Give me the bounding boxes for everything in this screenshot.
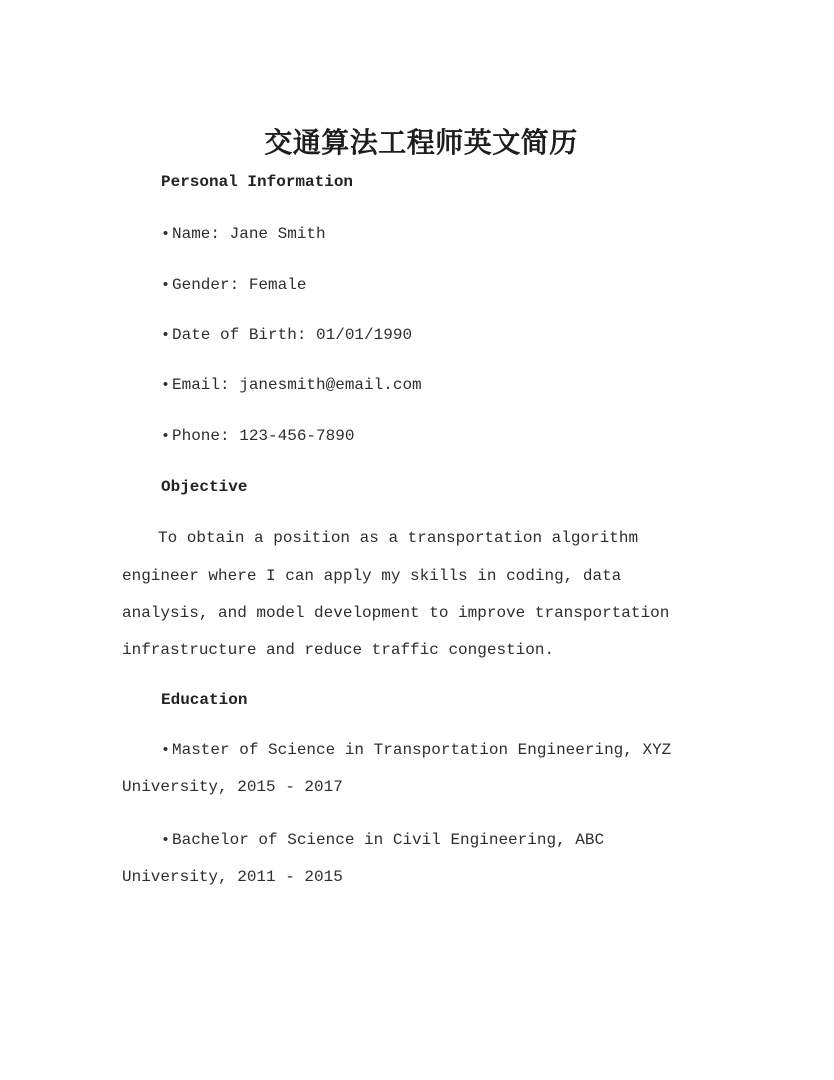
list-item-education-bachelor	[161, 831, 738, 850]
section-heading-objective: Objective	[161, 478, 248, 496]
list-item-text: Phone: 123-456-7890	[172, 427, 355, 445]
objective-paragraph-line: engineer where I can apply my skills in coding, data	[122, 567, 622, 585]
list-item-education-master	[161, 741, 738, 760]
list-item-text: Bachelor of Science in Civil Engineering, ABC	[172, 831, 605, 849]
list-item-education-bachelor-continuation: University, 2011 - 2015	[122, 868, 343, 886]
list-item-education-master-continuation: University, 2015 - 2017	[122, 778, 343, 796]
list-item-gender	[161, 276, 738, 295]
bullet-marker: •	[161, 428, 171, 445]
list-item-phone	[161, 427, 738, 446]
list-item-text: Gender: Female	[172, 276, 307, 294]
section-heading-personal-information: Personal Information	[161, 173, 354, 191]
bullet-marker: •	[161, 327, 171, 344]
list-item-text: Email: janesmith@email.com	[172, 376, 422, 394]
bullet-marker: •	[161, 277, 171, 294]
bullet-marker: •	[161, 832, 171, 849]
list-item-text: Name: Jane Smith	[172, 225, 326, 243]
objective-paragraph-line: infrastructure and reduce traffic congestion.	[122, 641, 555, 659]
list-item-text: Master of Science in Transportation Engineering, XYZ	[172, 741, 672, 759]
list-item-name	[161, 225, 738, 244]
list-item-date-of-birth	[161, 326, 738, 345]
document-title: 交通算法工程师英文简历	[264, 130, 578, 161]
objective-paragraph-line: To obtain a position as a transportation algorithm	[158, 529, 639, 547]
bullet-marker: •	[161, 226, 171, 243]
list-item-email	[161, 376, 738, 395]
list-item-text: Date of Birth: 01/01/1990	[172, 326, 413, 344]
objective-paragraph-line: analysis, and model development to improve transportation	[122, 604, 670, 622]
bullet-marker: •	[161, 742, 171, 759]
section-heading-education: Education	[161, 691, 248, 709]
bullet-marker: •	[161, 377, 171, 394]
